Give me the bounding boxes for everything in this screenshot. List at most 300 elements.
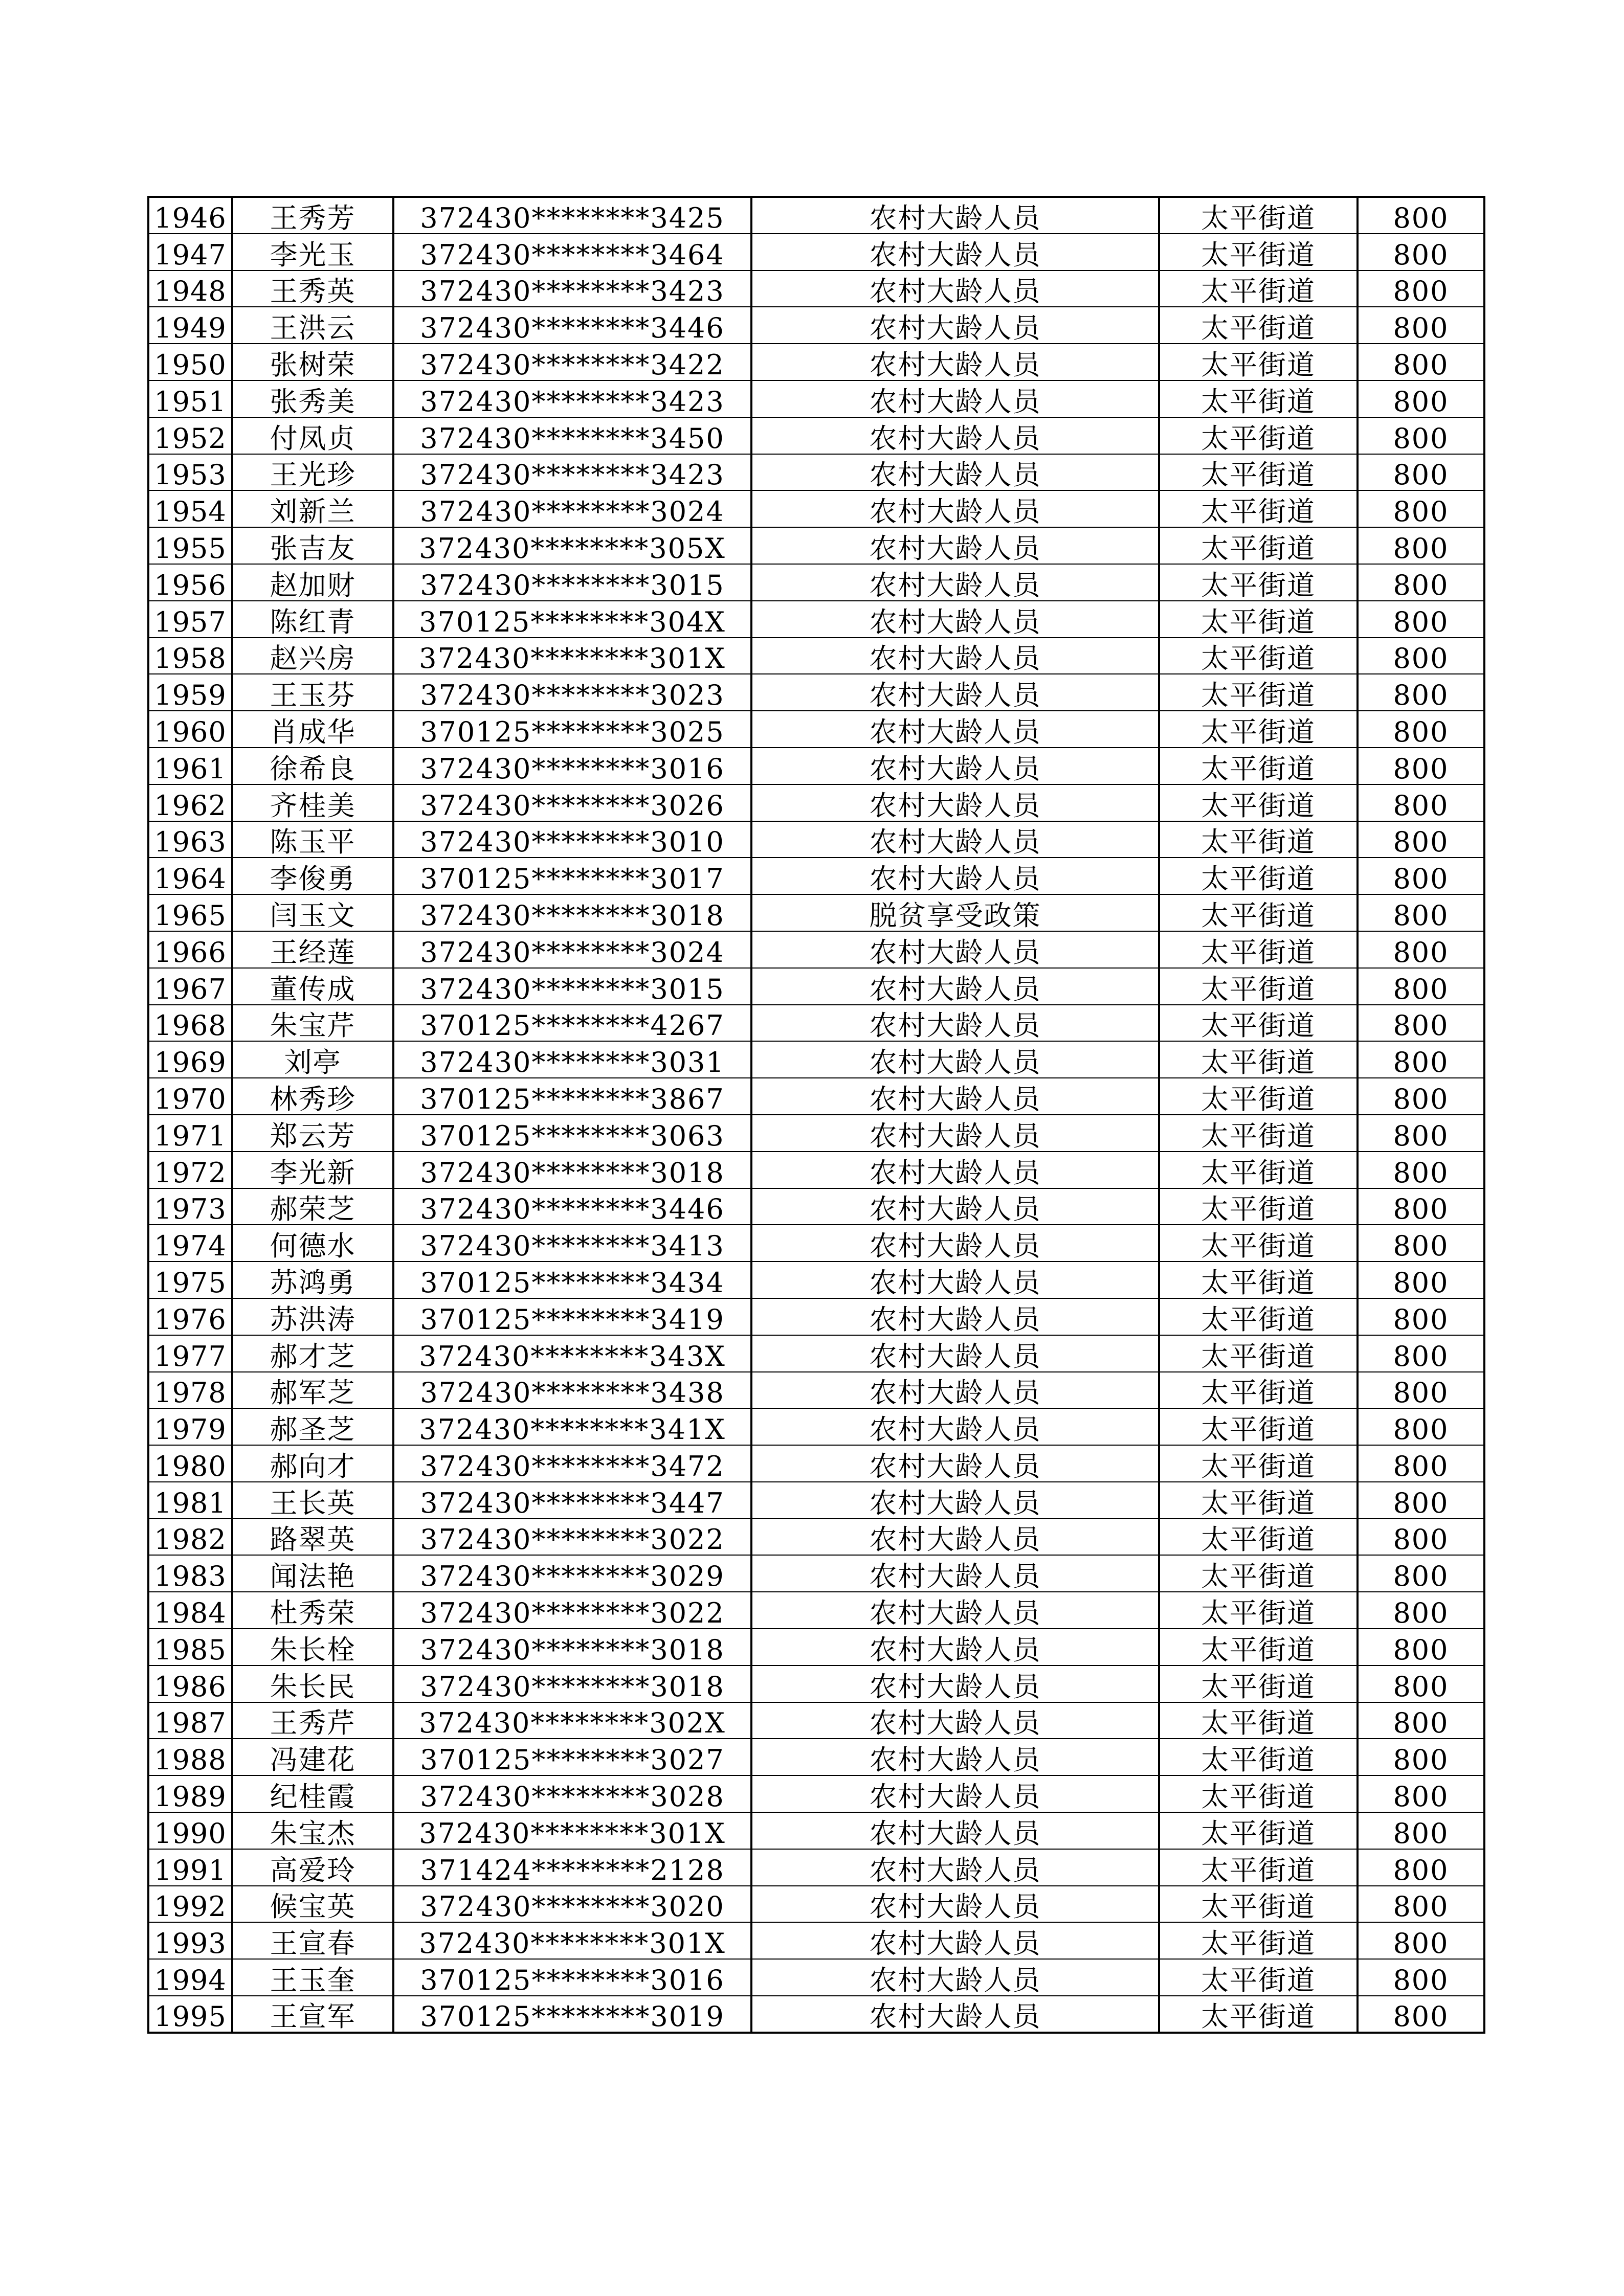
row-number: 1989 [154,1781,227,1813]
category: 农村大龄人员 [869,1890,1041,1923]
row-number: 1961 [154,752,227,784]
street-cell [1159,1262,1358,1298]
category-cell [751,1335,1159,1372]
category-cell [751,711,1159,748]
person-name-cell [232,1005,393,1042]
row-number: 1994 [154,1964,227,1996]
person-name: 王宣春 [270,1927,356,1960]
street-cell [1159,344,1358,380]
id-number-cell [393,1812,751,1849]
amount-cell [1358,1372,1484,1409]
id-number: 372430********3464 [420,238,725,271]
row-number-cell [148,674,232,711]
street: 太平街道 [1201,863,1316,895]
category: 农村大龄人员 [869,826,1041,858]
street-cell [1159,1519,1358,1556]
amount: 800 [1393,569,1449,601]
category: 农村大龄人员 [869,275,1041,307]
table-row [148,638,1484,674]
id-number: 372430********3423 [420,385,725,417]
street-cell [1159,1629,1358,1665]
table-row [148,1996,1484,2033]
id-number: 372430********302X [419,1707,726,1739]
table-row [148,784,1484,821]
table-row [148,454,1484,491]
row-number-cell [148,1005,232,1042]
id-number: 372430********3413 [420,1230,725,1262]
street: 太平街道 [1201,789,1316,821]
person-name: 王光珍 [270,459,356,491]
row-number-cell [148,1445,232,1482]
amount-cell [1358,1665,1484,1702]
amount: 800 [1393,532,1449,564]
category: 农村大龄人员 [869,1670,1041,1702]
person-name-cell [232,1335,393,1372]
amount-cell [1358,1775,1484,1812]
category: 农村大龄人员 [869,1964,1041,1996]
street: 太平街道 [1201,642,1316,674]
category-cell [751,1519,1159,1556]
amount-cell [1358,1115,1484,1152]
id-number-cell [393,1372,751,1409]
street: 太平街道 [1201,1744,1316,1776]
amount: 800 [1393,1009,1449,1042]
table-row [148,1408,1484,1445]
amount-cell [1358,711,1484,748]
row-number: 1977 [154,1340,227,1372]
category: 农村大龄人员 [869,679,1041,711]
street-cell [1159,1445,1358,1482]
category-cell [751,821,1159,858]
person-name: 王秀芹 [270,1707,356,1739]
street: 太平街道 [1201,1119,1316,1152]
roster-body [148,197,1484,2033]
person-name: 闫玉文 [270,899,356,931]
street: 太平街道 [1201,348,1316,380]
id-number-cell [393,1005,751,1042]
amount-cell [1358,490,1484,527]
amount: 800 [1393,422,1449,454]
row-number-cell [148,931,232,968]
id-number-cell [393,1592,751,1629]
id-number: 372430********305X [419,532,726,564]
person-name-cell [232,234,393,271]
id-number-cell [393,1922,751,1959]
amount: 800 [1393,1266,1449,1298]
person-name: 朱宝杰 [270,1817,356,1849]
id-number-cell [393,490,751,527]
amount: 800 [1393,1377,1449,1409]
id-number: 372430********3450 [420,422,725,454]
id-number-cell [393,1519,751,1556]
row-number: 1954 [154,496,227,528]
amount-cell [1358,1629,1484,1665]
street-cell [1159,1702,1358,1739]
person-name-cell [232,1115,393,1152]
row-number-cell [148,344,232,380]
row-number: 1964 [154,863,227,895]
person-name: 高爱玲 [270,1854,356,1886]
amount: 800 [1393,752,1449,784]
row-number-cell [148,894,232,931]
amount-cell [1358,1812,1484,1849]
street-cell [1159,748,1358,784]
category-cell [751,1775,1159,1812]
table-row [148,1849,1484,1886]
person-name-cell [232,1152,393,1188]
id-number-cell [393,968,751,1005]
table-row [148,748,1484,784]
amount: 800 [1393,496,1449,528]
id-number-cell [393,234,751,271]
table-row [148,1886,1484,1923]
person-name-cell [232,1041,393,1078]
id-number-cell [393,674,751,711]
row-number: 1973 [154,1193,227,1225]
table-row [148,1298,1484,1335]
category-cell [751,784,1159,821]
row-number: 1970 [154,1083,227,1115]
amount-cell [1358,1225,1484,1262]
row-number: 1958 [154,642,227,674]
category: 农村大龄人员 [869,1230,1041,1262]
category: 农村大龄人员 [869,1450,1041,1482]
id-number: 371424********2128 [420,1854,725,1886]
id-number: 372430********3022 [420,1523,725,1556]
street-cell [1159,271,1358,307]
id-number-cell [393,931,751,968]
street-cell [1159,1115,1358,1152]
person-name-cell [232,1849,393,1886]
person-name-cell [232,564,393,601]
street: 太平街道 [1201,1450,1316,1482]
person-name: 李俊勇 [270,863,356,895]
street-cell [1159,894,1358,931]
person-name: 郝才芝 [270,1340,356,1372]
person-name: 候宝英 [270,1890,356,1923]
category: 农村大龄人员 [869,973,1041,1005]
category: 农村大龄人员 [869,532,1041,564]
person-name: 刘新兰 [270,496,356,528]
row-number: 1976 [154,1303,227,1335]
category-cell [751,1152,1159,1188]
amount-cell [1358,1445,1484,1482]
amount: 800 [1393,201,1449,234]
category-cell [751,197,1159,234]
id-number: 372430********343X [419,1340,726,1372]
amount-cell [1358,1298,1484,1335]
person-name: 苏洪涛 [270,1303,356,1335]
person-name-cell [232,1445,393,1482]
row-number-cell [148,1372,232,1409]
person-name-cell [232,601,393,638]
id-number-cell [393,601,751,638]
table-row [148,1372,1484,1409]
category-cell [751,601,1159,638]
street-cell [1159,931,1358,968]
row-number-cell [148,711,232,748]
row-number-cell [148,638,232,674]
street-cell [1159,380,1358,417]
person-name: 郑云芳 [270,1119,356,1152]
amount-cell [1358,1408,1484,1445]
category-cell [751,1298,1159,1335]
amount-cell [1358,931,1484,968]
person-name-cell [232,1225,393,1262]
person-name-cell [232,1996,393,2033]
street: 太平街道 [1201,2000,1316,2033]
row-number-cell [148,1996,232,2033]
category-cell [751,1555,1159,1592]
street-cell [1159,1225,1358,1262]
amount-cell [1358,1996,1484,2033]
category-cell [751,1849,1159,1886]
person-name-cell [232,674,393,711]
category: 农村大龄人员 [869,1156,1041,1188]
person-name: 何德水 [270,1230,356,1262]
row-number-cell [148,858,232,894]
person-name: 陈红青 [270,605,356,638]
id-number-cell [393,821,751,858]
id-number-cell [393,1152,751,1188]
table-row [148,1041,1484,1078]
table-row [148,564,1484,601]
category-cell [751,564,1159,601]
category: 农村大龄人员 [869,1560,1041,1592]
id-number-cell [393,1886,751,1923]
person-name: 朱长栓 [270,1633,356,1665]
category-cell [751,1482,1159,1519]
id-number: 372430********3029 [420,1560,725,1592]
id-number: 372430********3018 [420,899,725,931]
id-number: 372430********3423 [420,459,725,491]
street-cell [1159,1298,1358,1335]
person-name-cell [232,968,393,1005]
category: 农村大龄人员 [869,496,1041,528]
amount-cell [1358,1922,1484,1959]
id-number: 372430********3472 [420,1450,725,1482]
id-number-cell [393,417,751,454]
id-number-cell [393,1959,751,1996]
row-number-cell [148,1188,232,1225]
row-number: 1963 [154,826,227,858]
amount: 800 [1393,1193,1449,1225]
row-number-cell [148,601,232,638]
row-number-cell [148,1225,232,1262]
row-number: 1981 [154,1487,227,1519]
row-number: 1948 [154,275,227,307]
street: 太平街道 [1201,1340,1316,1372]
category: 农村大龄人员 [869,422,1041,454]
amount: 800 [1393,1523,1449,1556]
row-number: 1980 [154,1450,227,1482]
id-number: 370125********3419 [420,1303,725,1335]
category-cell [751,234,1159,271]
amount-cell [1358,1005,1484,1042]
id-number-cell [393,1445,751,1482]
category: 农村大龄人员 [869,1523,1041,1556]
person-name-cell [232,821,393,858]
row-number-cell [148,1041,232,1078]
person-name: 郝军芝 [270,1377,356,1409]
category-cell [751,1445,1159,1482]
table-row [148,1922,1484,1959]
amount-cell [1358,1555,1484,1592]
table-row [148,380,1484,417]
id-number-cell [393,711,751,748]
id-number: 372430********3024 [420,496,725,528]
category-cell [751,968,1159,1005]
id-number: 372430********3023 [420,679,725,711]
street: 太平街道 [1201,1413,1316,1446]
row-number-cell [148,748,232,784]
street-cell [1159,564,1358,601]
category-cell [751,1996,1159,2033]
street: 太平街道 [1201,459,1316,491]
street-cell [1159,821,1358,858]
id-number: 372430********3015 [420,569,725,601]
category: 农村大龄人员 [869,2000,1041,2033]
category: 农村大龄人员 [869,1597,1041,1629]
category: 农村大龄人员 [869,1781,1041,1813]
amount-cell [1358,784,1484,821]
amount: 800 [1393,2000,1449,2033]
street: 太平街道 [1201,1377,1316,1409]
id-number: 372430********301X [419,642,726,674]
table-row [148,1262,1484,1298]
id-number-cell [393,1262,751,1298]
table-row [148,307,1484,344]
id-number: 372430********3015 [420,973,725,1005]
id-number: 372430********3447 [420,1487,725,1519]
person-name-cell [232,1886,393,1923]
table-row [148,1812,1484,1849]
amount: 800 [1393,936,1449,968]
row-number: 1975 [154,1266,227,1298]
person-name-cell [232,380,393,417]
category-cell [751,417,1159,454]
row-number: 1995 [154,2000,227,2033]
category: 农村大龄人员 [869,238,1041,271]
id-number: 370125********4267 [420,1009,725,1042]
person-name: 苏鸿勇 [270,1266,356,1298]
street: 太平街道 [1201,1046,1316,1078]
person-name-cell [232,1592,393,1629]
street-cell [1159,711,1358,748]
category-cell [751,1262,1159,1298]
category-cell [751,1812,1159,1849]
category: 农村大龄人员 [869,1744,1041,1776]
table-row [148,601,1484,638]
street-cell [1159,1922,1358,1959]
amount: 800 [1393,1670,1449,1702]
row-number: 1979 [154,1413,227,1446]
table-row [148,674,1484,711]
amount-cell [1358,1041,1484,1078]
amount-cell [1358,1519,1484,1556]
street-cell [1159,234,1358,271]
amount-cell [1358,454,1484,491]
street: 太平街道 [1201,936,1316,968]
row-number-cell [148,1739,232,1775]
row-number-cell [148,1152,232,1188]
person-name-cell [232,1408,393,1445]
street: 太平街道 [1201,1156,1316,1188]
person-name: 路翠英 [270,1523,356,1556]
id-number: 372430********3018 [420,1670,725,1702]
person-name: 郝荣芝 [270,1193,356,1225]
row-number-cell [148,1922,232,1959]
person-name-cell [232,638,393,674]
row-number-cell [148,1886,232,1923]
amount: 800 [1393,1597,1449,1629]
street-cell [1159,1592,1358,1629]
id-number-cell [393,564,751,601]
amount: 800 [1393,1340,1449,1372]
category: 农村大龄人员 [869,1083,1041,1115]
id-number: 372430********3438 [420,1377,725,1409]
id-number-cell [393,454,751,491]
street: 太平街道 [1201,312,1316,344]
category: 农村大龄人员 [869,1854,1041,1886]
amount: 800 [1393,1450,1449,1482]
id-number-cell [393,307,751,344]
amount: 800 [1393,1817,1449,1849]
amount-cell [1358,527,1484,564]
row-number-cell [148,821,232,858]
id-number-cell [393,858,751,894]
id-number-cell [393,1225,751,1262]
row-number: 1974 [154,1230,227,1262]
category-cell [751,748,1159,784]
person-name-cell [232,344,393,380]
id-number: 370125********3016 [420,1964,725,1996]
row-number-cell [148,1775,232,1812]
row-number: 1987 [154,1707,227,1739]
row-number: 1984 [154,1597,227,1629]
row-number: 1978 [154,1377,227,1409]
row-number-cell [148,417,232,454]
street: 太平街道 [1201,1817,1316,1849]
amount: 800 [1393,1707,1449,1739]
id-number: 372430********341X [419,1413,726,1446]
person-name-cell [232,417,393,454]
person-name-cell [232,271,393,307]
category-cell [751,1372,1159,1409]
id-number-cell [393,271,751,307]
row-number: 1993 [154,1927,227,1960]
category-cell [751,1078,1159,1115]
row-number: 1956 [154,569,227,601]
row-number-cell [148,1665,232,1702]
table-row [148,1665,1484,1702]
category: 农村大龄人员 [869,1009,1041,1042]
id-number-cell [393,748,751,784]
amount: 800 [1393,459,1449,491]
table-row [148,417,1484,454]
amount: 800 [1393,1083,1449,1115]
amount: 800 [1393,1744,1449,1776]
category-cell [751,527,1159,564]
id-number: 372430********3031 [420,1046,725,1078]
amount: 800 [1393,1560,1449,1592]
amount-cell [1358,1739,1484,1775]
amount: 800 [1393,1964,1449,1996]
category: 农村大龄人员 [869,1266,1041,1298]
amount: 800 [1393,1487,1449,1519]
person-name-cell [232,527,393,564]
id-number-cell [393,894,751,931]
